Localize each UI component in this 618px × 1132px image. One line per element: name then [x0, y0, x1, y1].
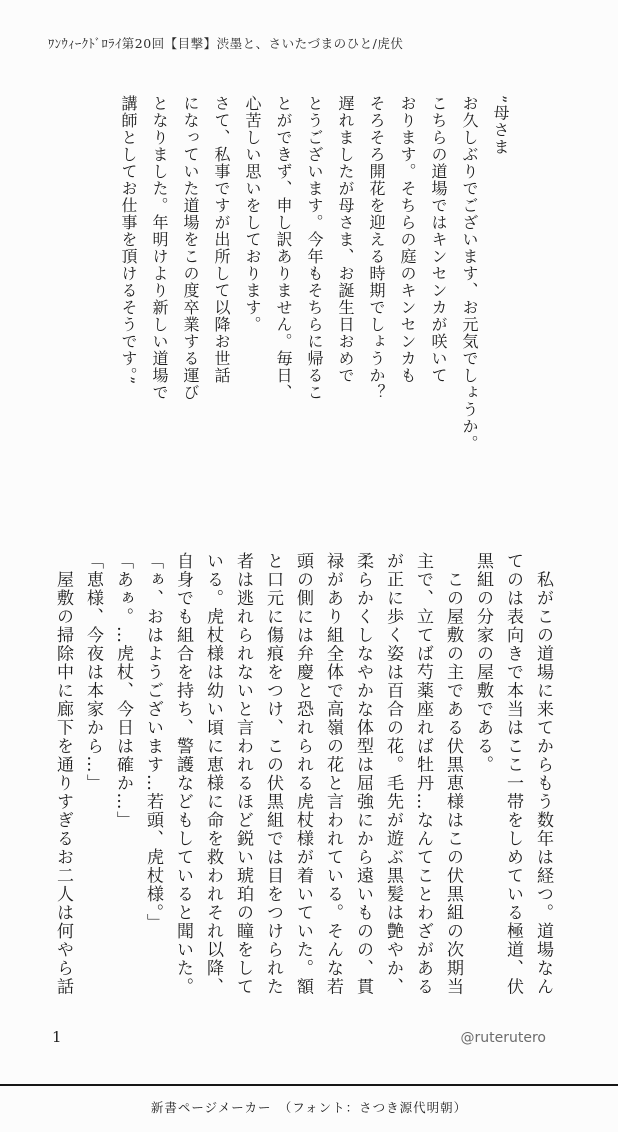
footer-credit: 新書ページメーカー （フォント：さつき源代明朝）	[150, 1100, 468, 1115]
text-line: 黒組の分家の屋敷である。	[473, 552, 493, 774]
text-line: 遅れましたが母さま、お誕生日おめで	[336, 95, 355, 384]
text-line: 私がこの道場に来てからもう数年は経つ。道場なん	[533, 552, 553, 996]
text-line: とうございます。今年もそちらに帰るこ	[305, 95, 324, 401]
text-line: 頭の側には弁慶と恐れられる虎杖様が着いていた。額	[293, 552, 313, 996]
narrative-block	[48, 552, 558, 1026]
text-line: 柔らかくしなやかな体型は屈強にから遠いものの、貫	[353, 552, 373, 996]
text-line: ”母さま	[491, 95, 510, 156]
text-line: さて、私事ですが出所して以降お世話	[212, 95, 231, 384]
text-line: そろそろ開花を迎える時期でしょうか？	[367, 95, 386, 401]
text-line: 禄があり組全体で高嶺の花と言われている。そんな若	[323, 552, 343, 996]
text-line: とができず、申し訳ありません。毎日、	[274, 95, 293, 401]
text-line: お久しぶりでございます、お元気でしょうか。	[460, 95, 479, 452]
text-line: 「恵様、今夜は本家から…」	[83, 552, 103, 793]
text-line: 講師としてお仕事を頂けるそうです。”	[119, 95, 138, 386]
text-line: 屋敷の掃除中に廊下を通りすぎるお二人は何やら話	[53, 552, 73, 996]
text-line: 主で、立てば芍薬座れば牡丹…なんてことわざがある	[413, 552, 433, 996]
text-line: 「ぁ、おはようございます…若頭、虎杖様。」	[143, 552, 163, 932]
text-line: おります。そちらの庭のキンセンカも	[398, 95, 417, 384]
text-line: 心苦しい思いをしております。	[243, 95, 262, 333]
text-line: 「あぁ。…虎杖、今日は確か…」	[113, 552, 133, 830]
letter-block	[113, 95, 516, 485]
text-line: と口元に傷痕をつけ、この伏黒組では目をつけられた	[263, 552, 283, 996]
author-handle: @ruterutero	[460, 1030, 546, 1046]
text-line: になっていた道場をこの度卒業する運び	[181, 95, 200, 401]
footer-divider	[0, 1084, 618, 1086]
page-title: ﾜﾝｳｨｰｸﾄﾞﾛﾗｲ第20回【目撃】渋墨と、さいたづまのひと/虎伏	[48, 36, 404, 51]
text-line: となりました。年明けより新しい道場で	[150, 95, 169, 401]
page-number: 1	[52, 1028, 62, 1046]
text-line: こちらの道場ではキンセンカが咲いて	[429, 95, 448, 384]
text-line: 者は逃れられないと言われるほど鋭い琥珀の瞳をして	[233, 552, 253, 996]
text-line: てのは表向きで本当はここ一帯をしめている極道、伏	[503, 552, 523, 996]
text-line: この屋敷の主である伏黒恵様はこの伏黒組の次期当	[443, 552, 463, 996]
text-line: いる。虎杖様は幼い頃に恵様に命を救われそれ以降、	[203, 552, 223, 996]
text-line: 自身でも組合を持ち、警護などもしていると聞いた。	[173, 552, 193, 996]
text-line: が正に歩く姿は百合の花。毛先が遊ぶ黒髪は艶やか、	[383, 552, 403, 996]
